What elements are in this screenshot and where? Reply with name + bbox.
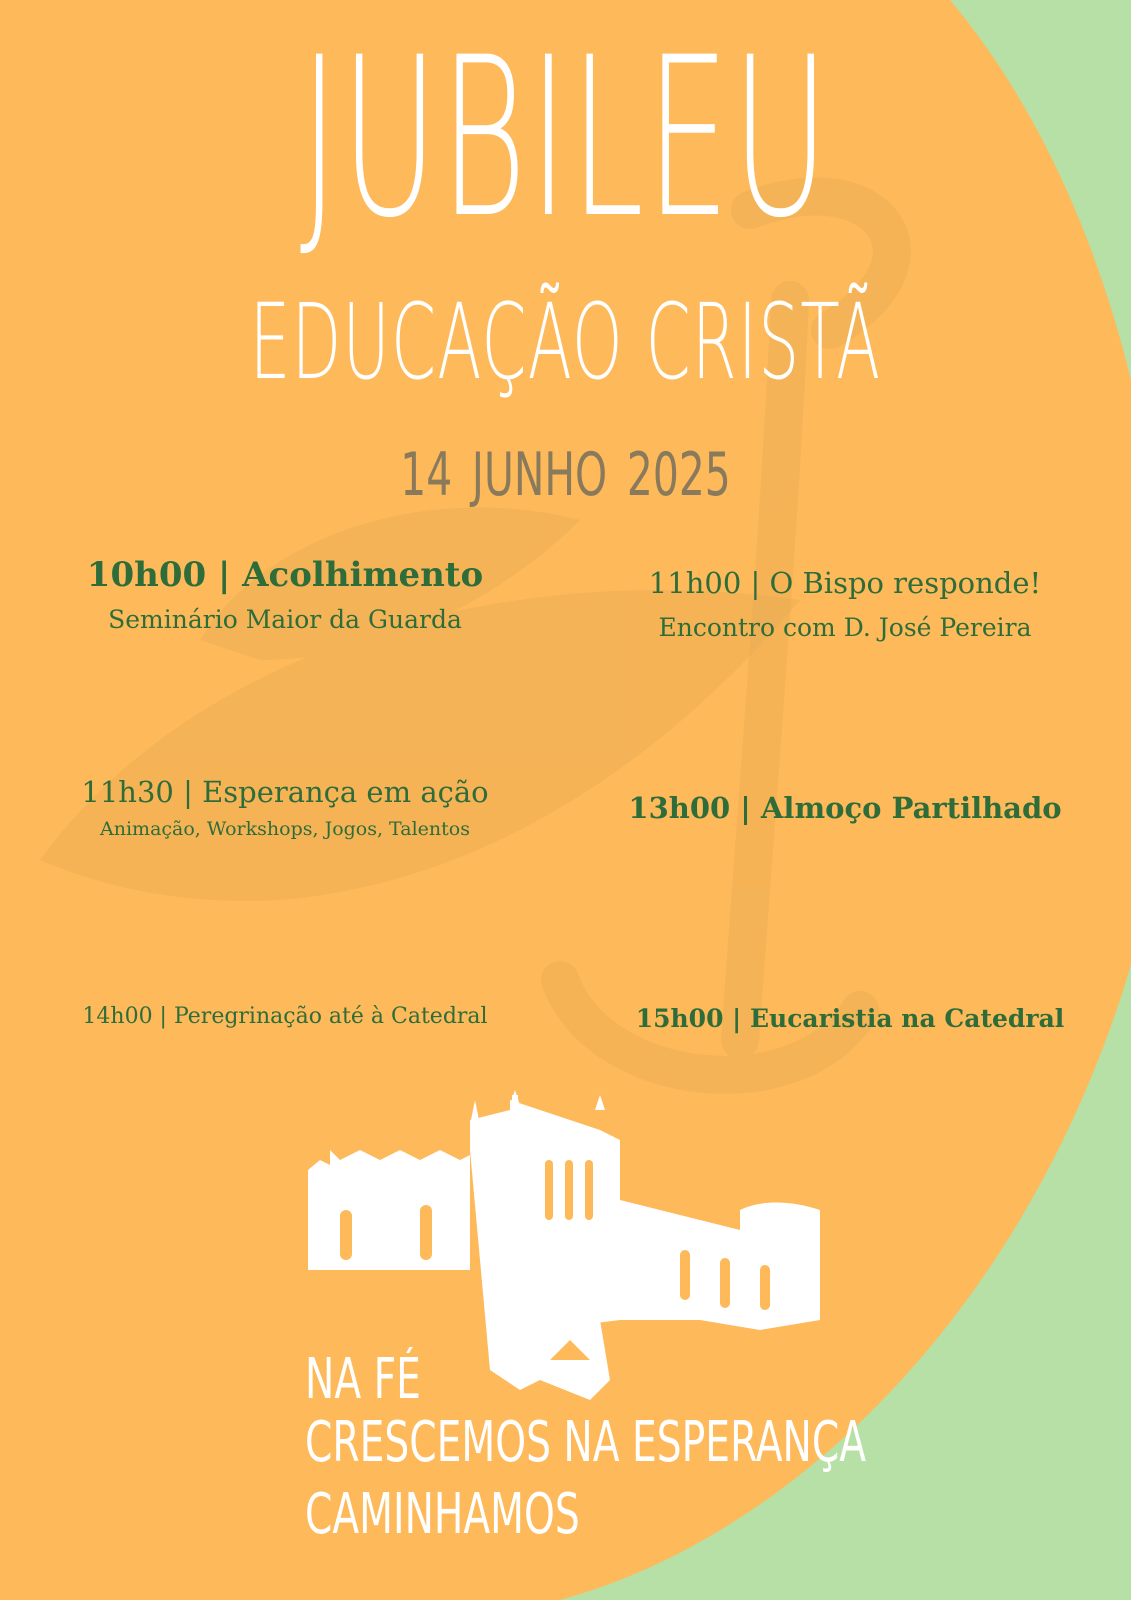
motto-line-3: CAMINHAMOS	[305, 1482, 580, 1547]
event-peregrinacao	[40, 1003, 530, 1031]
event-date: 14 JUNHO 2025	[400, 440, 731, 510]
motto-line-2: CRESCEMOS NA ESPERANÇA	[305, 1410, 867, 1475]
event-esperanca-em-acao	[40, 775, 530, 841]
event-title: 15h00 | Eucaristia na Catedral	[635, 1004, 1065, 1033]
event-detail: Animação, Workshops, Jogos, Talentos	[100, 818, 470, 840]
event-title: 14h00 | Peregrinação até à Catedral	[82, 1004, 488, 1029]
event-bispo-responde	[610, 565, 1080, 643]
event-detail: Encontro com D. José Pereira	[658, 613, 1032, 642]
page-title: JUBILEU	[299, 10, 832, 266]
event-title: 10h00 | Acolhimento	[86, 555, 484, 595]
event-title: 13h00 | Almoço Partilhado	[628, 791, 1062, 825]
event-title: 11h30 | Esperança em ação	[81, 775, 489, 809]
event-almoco	[610, 790, 1080, 826]
motto-line-1: NA FÉ	[305, 1347, 421, 1412]
page-subtitle: EDUCAÇÃO CRISTÃ	[249, 281, 882, 403]
event-detail: Seminário Maior da Guarda	[108, 605, 462, 634]
event-eucaristia	[615, 1003, 1085, 1035]
event-acolhimento	[60, 555, 510, 635]
event-title: 11h00 | O Bispo responde!	[648, 566, 1042, 600]
